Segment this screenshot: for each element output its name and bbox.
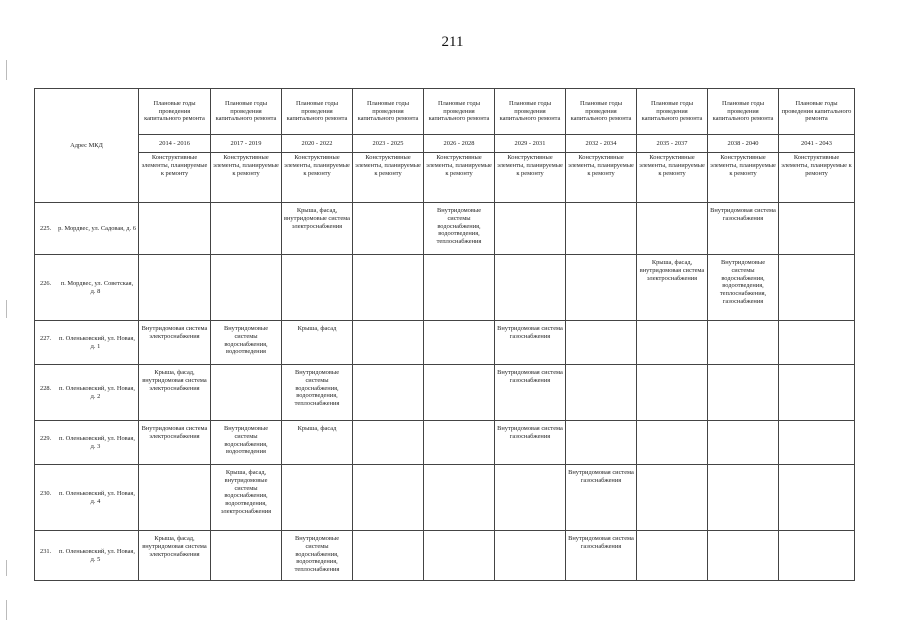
repair-cell: [211, 255, 282, 321]
period-header: 2032 - 2034: [566, 135, 637, 153]
repair-cell: [139, 255, 211, 321]
repair-cell: Внутридомовая система газоснабжения: [495, 421, 566, 465]
repair-cell: [424, 365, 495, 421]
margin-mark: [6, 600, 7, 620]
repair-cell: [779, 203, 855, 255]
repair-cell: Внутридомовая система газоснабжения: [566, 531, 637, 581]
header-row-elements: [35, 153, 855, 203]
address-cell: [35, 365, 139, 421]
repair-cell: [495, 203, 566, 255]
repair-cell: [424, 465, 495, 531]
repair-cell: [139, 465, 211, 531]
row-number: 227.: [40, 334, 52, 342]
row-number: 229.: [40, 434, 52, 442]
repair-cell: [708, 321, 779, 365]
repair-cell: [779, 531, 855, 581]
planned-years-header: Плановые годы проведения капитального ремонта: [211, 89, 282, 135]
repair-cell: [708, 465, 779, 531]
repair-cell: Внутридомовые системы водоснабжения, водоотведения, теплоснабжения: [282, 365, 353, 421]
margin-mark: [6, 60, 7, 80]
table-row: [35, 421, 855, 465]
period-header: 2014 - 2016: [139, 135, 211, 153]
planned-years-header: Плановые годы проведения капитального ремонта: [637, 89, 708, 135]
repair-cell: [353, 365, 424, 421]
repair-cell: [211, 531, 282, 581]
period-header: 2029 - 2031: [495, 135, 566, 153]
repair-cell: [495, 531, 566, 581]
repair-cell: [424, 421, 495, 465]
header-row-periods: [35, 135, 855, 153]
repair-cell: [424, 321, 495, 365]
address-cell: [35, 421, 139, 465]
repair-cell: Крыша, фасад, внутридомовая система электроснабжения: [139, 365, 211, 421]
repair-cell: [637, 465, 708, 531]
planned-years-header: Плановые годы проведения капитального ремонта: [424, 89, 495, 135]
repair-cell: Крыша, фасад, внутридомовые системы водоснабжения, водоотведения, электроснабжения: [211, 465, 282, 531]
row-number: 226.: [40, 279, 52, 287]
repair-plan-table: [34, 88, 855, 581]
table-body: [35, 203, 855, 581]
elements-header: Конструктивные элементы, планируемые к ремонту: [566, 153, 637, 203]
page-number: 211: [441, 34, 464, 50]
address-cell: [35, 531, 139, 581]
repair-cell: [779, 421, 855, 465]
planned-years-header: Плановые годы проведения капитального ремонта: [495, 89, 566, 135]
table-row: [35, 531, 855, 581]
repair-cell: [566, 365, 637, 421]
address-cell: [35, 203, 139, 255]
margin-mark: [6, 560, 7, 576]
repair-cell: [282, 255, 353, 321]
elements-header: Конструктивные элементы, планируемые к ремонту: [637, 153, 708, 203]
repair-cell: Внутридомовые системы водоснабжения, водоотведения: [211, 321, 282, 365]
repair-cell: [779, 255, 855, 321]
address-cell: [35, 255, 139, 321]
elements-header: Конструктивные элементы, планируемые к ремонту: [708, 153, 779, 203]
repair-cell: [424, 531, 495, 581]
repair-cell: [637, 321, 708, 365]
repair-cell: Внутридомовые системы водоснабжения, водоотведения, теплоснабжения: [424, 203, 495, 255]
row-number: 230.: [40, 489, 52, 497]
repair-cell: [779, 465, 855, 531]
repair-cell: Крыша, фасад: [282, 421, 353, 465]
row-number: 228.: [40, 384, 52, 392]
repair-cell: Внутридомовые системы водоснабжения, водоотведения: [211, 421, 282, 465]
repair-cell: [637, 365, 708, 421]
elements-header: Конструктивные элементы, планируемые к ремонту: [211, 153, 282, 203]
repair-cell: [566, 203, 637, 255]
repair-cell: Внутридомовая система газоснабжения: [495, 321, 566, 365]
repair-cell: Крыша, фасад, внутридомовая система электроснабжения: [637, 255, 708, 321]
address-text: п. Оленьковский, ул. Новая, д. 5: [59, 547, 135, 563]
repair-cell: [637, 531, 708, 581]
repair-cell: [139, 203, 211, 255]
repair-cell: Внутридомовая система газоснабжения: [495, 365, 566, 421]
repair-cell: Внутридомовая система газоснабжения: [708, 203, 779, 255]
planned-years-header: Плановые годы проведения капитального ремонта: [779, 89, 855, 135]
header-row-planned-years: [35, 89, 855, 135]
period-header: 2041 - 2043: [779, 135, 855, 153]
address-text: п. Оленьковский, ул. Новая, д. 4: [59, 489, 135, 505]
repair-cell: [566, 321, 637, 365]
repair-cell: [211, 203, 282, 255]
table-row: [35, 365, 855, 421]
repair-cell: Крыша, фасад, внутридомовые система электроснабжения: [282, 203, 353, 255]
repair-cell: Крыша, фасад: [282, 321, 353, 365]
repair-cell: Внутридомовая система электроснабжения: [139, 421, 211, 465]
address-cell: [35, 321, 139, 365]
elements-header: Конструктивные элементы, планируемые к ремонту: [353, 153, 424, 203]
repair-cell: [495, 465, 566, 531]
period-header: 2023 - 2025: [353, 135, 424, 153]
margin-mark: [6, 300, 7, 318]
planned-years-header: Плановые годы проведения капитального ремонта: [139, 89, 211, 135]
repair-cell: [637, 203, 708, 255]
repair-cell: Крыша, фасад, внутридомовая система электроснабжения: [139, 531, 211, 581]
address-cell: [35, 465, 139, 531]
repair-cell: Внутридомовые системы водоснабжения, водоотведения, теплоснабжения: [282, 531, 353, 581]
repair-cell: [779, 321, 855, 365]
planned-years-header: Плановые годы проведения капитального ремонта: [708, 89, 779, 135]
period-header: 2020 - 2022: [282, 135, 353, 153]
planned-years-header: Плановые годы проведения капитального ремонта: [566, 89, 637, 135]
table-row: [35, 465, 855, 531]
repair-cell: [495, 255, 566, 321]
repair-cell: [566, 255, 637, 321]
repair-cell: [708, 421, 779, 465]
repair-cell: [353, 531, 424, 581]
row-number: 231.: [40, 547, 52, 555]
address-text: п. Мордвес, ул. Советская, д. 8: [60, 279, 134, 295]
address-text: п. Оленьковский, ул. Новая, д. 2: [59, 384, 135, 400]
repair-cell: [708, 365, 779, 421]
period-header: 2017 - 2019: [211, 135, 282, 153]
table-row: [35, 321, 855, 365]
elements-header: Конструктивные элементы, планируемые к ремонту: [424, 153, 495, 203]
repair-cell: [708, 531, 779, 581]
elements-header: Конструктивные элементы, планируемые к ремонту: [282, 153, 353, 203]
address-header: Адрес МКД: [35, 89, 139, 203]
period-header: 2026 - 2028: [424, 135, 495, 153]
repair-cell: [424, 255, 495, 321]
repair-cell: [353, 421, 424, 465]
repair-cell: Внутридомовая система электроснабжения: [139, 321, 211, 365]
repair-cell: [779, 365, 855, 421]
repair-cell: [566, 421, 637, 465]
repair-cell: Внутридомовая система газоснабжения: [566, 465, 637, 531]
repair-cell: [353, 465, 424, 531]
table-row: [35, 255, 855, 321]
repair-cell: [637, 421, 708, 465]
address-text: п. Оленьковский, ул. Новая, д. 3: [59, 434, 135, 450]
repair-cell: [353, 255, 424, 321]
period-header: 2035 - 2037: [637, 135, 708, 153]
address-text: п. Оленьковский, ул. Новая, д. 1: [59, 334, 135, 350]
row-number: 225.: [40, 224, 52, 232]
elements-header: Конструктивные элементы, планируемые к ремонту: [495, 153, 566, 203]
planned-years-header: Плановые годы проведения капитального ремонта: [353, 89, 424, 135]
period-header: 2038 - 2040: [708, 135, 779, 153]
elements-header: Конструктивные элементы, планируемые к ремонту: [139, 153, 211, 203]
repair-cell: [353, 203, 424, 255]
address-text: р. Мордвес, ул. Садовая, д. 6: [58, 224, 136, 232]
elements-header: Конструктивные элементы, планируемые к ремонту: [779, 153, 855, 203]
table-row: [35, 203, 855, 255]
repair-cell: [282, 465, 353, 531]
repair-cell: [353, 321, 424, 365]
repair-cell: [211, 365, 282, 421]
planned-years-header: Плановые годы проведения капитального ремонта: [282, 89, 353, 135]
repair-cell: Внутридомовые системы водоснабжения, водоотведения, теплоснабжения, газоснабжения: [708, 255, 779, 321]
